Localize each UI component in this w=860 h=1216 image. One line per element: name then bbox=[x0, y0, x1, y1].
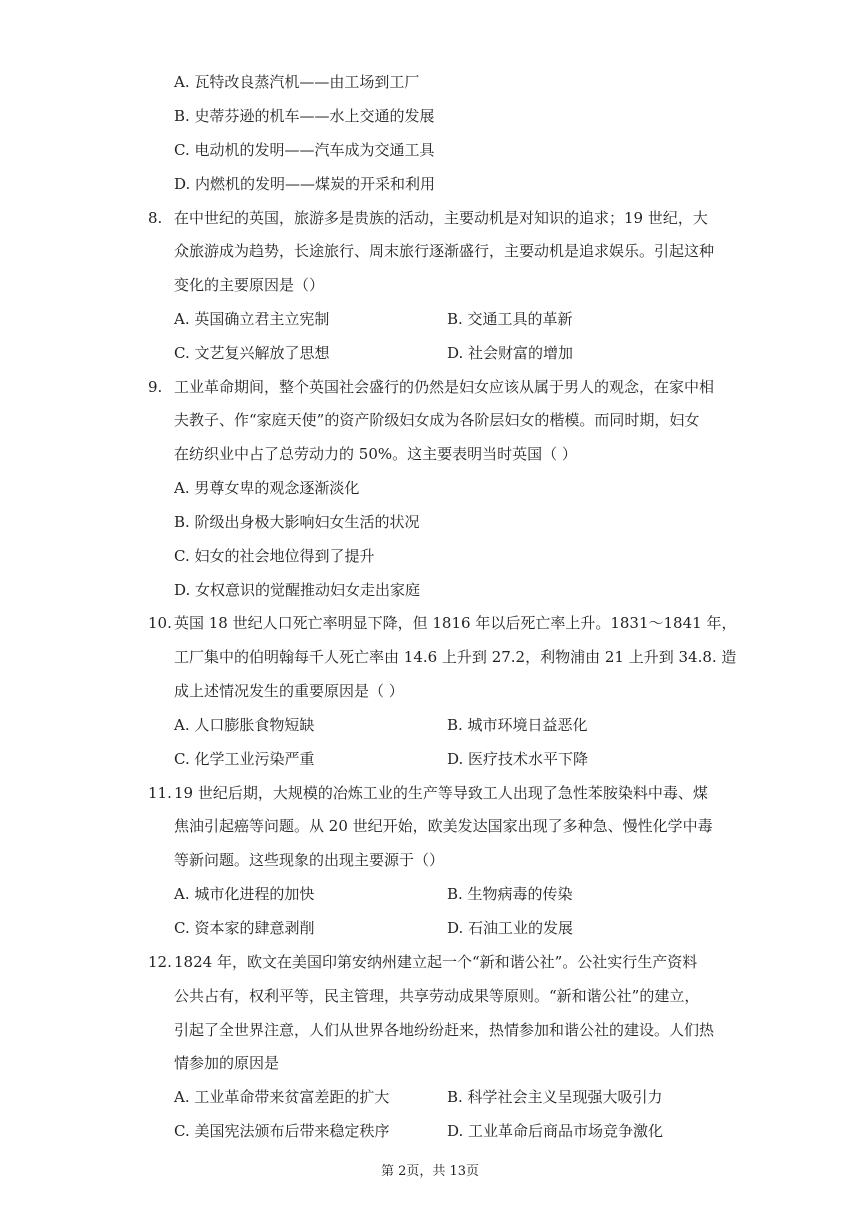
question-text-line: 夫教子、作“家庭天使”的资产阶级妇女成为各阶层妇女的楷模。而同时期，妇女 bbox=[174, 411, 700, 429]
option-c: C. 文艺复兴解放了思想 bbox=[174, 344, 330, 362]
option-a: A. 人口膨胀食物短缺 bbox=[174, 716, 315, 734]
option-c: C. 资本家的肆意剥削 bbox=[174, 919, 315, 937]
question-text-line: 19 世纪后期，大规模的冶炼工业的生产等导致工人出现了急性苯胺染料中毒、煤 bbox=[174, 784, 708, 802]
question-text-line: 工业革命期间，整个英国社会盛行的仍然是妇女应该从属于男人的观念，在家中相 bbox=[174, 378, 715, 396]
option-d: D. 石油工业的发展 bbox=[447, 919, 574, 937]
option-b: B. 阶级出身极大影响妇女生活的状况 bbox=[174, 513, 420, 531]
option-c: C. 美国宪法颁布后带来稳定秩序 bbox=[174, 1122, 390, 1140]
option-b: B. 城市环境日益恶化 bbox=[447, 716, 588, 734]
question-number: 9. bbox=[148, 378, 163, 396]
option-a: A. 工业革命带来贫富差距的扩大 bbox=[174, 1088, 390, 1106]
option-c: C. 化学工业污染严重 bbox=[174, 750, 315, 768]
page-footer: 第 2页，共 13页 bbox=[380, 1164, 480, 1179]
question-text-line: 在中世纪的英国，旅游多是贵族的活动，主要动机是对知识的追求；19 世纪，大 bbox=[174, 209, 708, 227]
option-a: A. 男尊女卑的观念逐渐淡化 bbox=[174, 479, 360, 497]
question-text-line: 成上述情况发生的重要原因是（ ） bbox=[174, 682, 404, 700]
question-text-line: 引起了全世界注意，人们从世界各地纷纷赶来，热情参加和谐公社的建设。人们热 bbox=[174, 1021, 715, 1039]
question-text-line: 众旅游成为趋势，长途旅行、周末旅行逐渐盛行，主要动机是追求娱乐。引起这种 bbox=[174, 242, 715, 260]
option-a: A. 英国确立君主立宪制 bbox=[174, 310, 330, 328]
question-text-line: 焦油引起癌等问题。从 20 世纪开始，欧美发达国家出现了多种急、慢性化学中毒 bbox=[174, 817, 713, 835]
question-text-line: 变化的主要原因是（） bbox=[174, 276, 325, 294]
question-number: 11. bbox=[148, 784, 172, 802]
option-d: D. 工业革命后商品市场竞争激化 bbox=[447, 1122, 664, 1140]
question-number: 10. bbox=[148, 614, 172, 632]
option-a: A. 城市化进程的加快 bbox=[174, 885, 315, 903]
question-number: 12. bbox=[148, 953, 172, 971]
option-b: B. 史蒂芬逊的机车——水上交通的发展 bbox=[174, 107, 435, 125]
question-text-line: 工厂集中的伯明翰每千人死亡率由 14.6 上升到 27.2，利物浦由 21 上升到 34.8. 造 bbox=[174, 648, 737, 666]
question-text-line: 英国 18 世纪人口死亡率明显下降，但 1816 年以后死亡率上升。1831～1841 年， bbox=[174, 614, 737, 632]
option-b: B. 交通工具的革新 bbox=[447, 310, 573, 328]
question-number: 8. bbox=[148, 209, 163, 227]
question-text-line: 等新问题。这些现象的出现主要源于（） bbox=[174, 851, 445, 869]
option-b: B. 科学社会主义呈现强大吸引力 bbox=[447, 1088, 663, 1106]
question-text-line: 在纺织业中占了总劳动力的 50%。这主要表明当时英国（ ） bbox=[174, 445, 577, 463]
option-d: D. 社会财富的增加 bbox=[447, 344, 574, 362]
question-text-line: 1824 年，欧文在美国印第安纳州建立起一个“新和谐公社”。公社实行生产资料 bbox=[174, 953, 698, 971]
option-d: D. 内燃机的发明——煤炭的开采和利用 bbox=[174, 175, 436, 193]
option-b: B. 生物病毒的传染 bbox=[447, 885, 573, 903]
question-text-line: 情参加的原因是 bbox=[174, 1054, 280, 1072]
option-c: C. 妇女的社会地位得到了提升 bbox=[174, 547, 375, 565]
option-d: D. 女权意识的觉醒推动妇女走出家庭 bbox=[174, 581, 421, 599]
option-a: A. 瓦特改良蒸汽机——由工场到工厂 bbox=[174, 73, 420, 91]
option-d: D. 医疗技术水平下降 bbox=[447, 750, 589, 768]
question-text-line: 公共占有，权利平等，民主管理，共享劳动成果等原则。“新和谐公社”的建立， bbox=[174, 987, 700, 1005]
option-c: C. 电动机的发明——汽车成为交通工具 bbox=[174, 141, 435, 159]
